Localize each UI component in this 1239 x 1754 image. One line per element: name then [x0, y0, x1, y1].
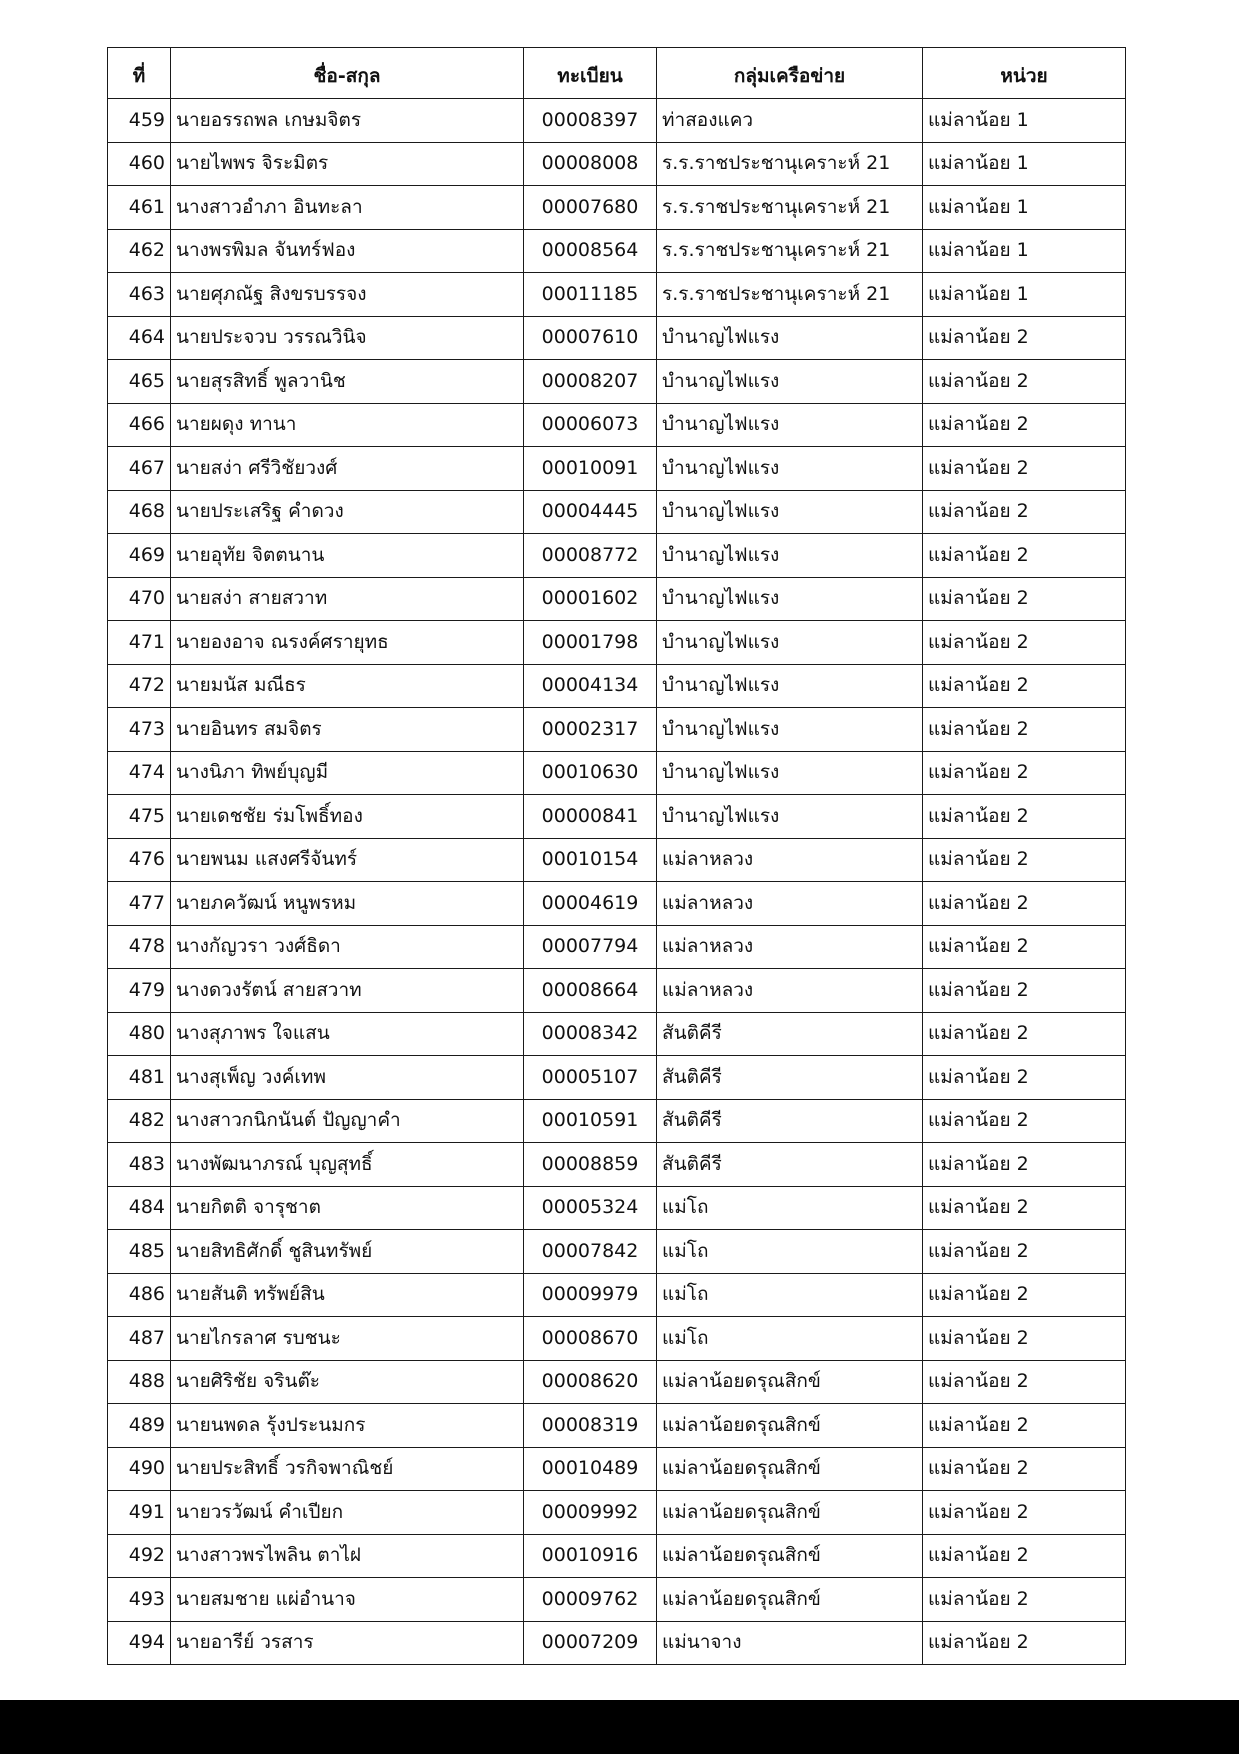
cell-no: 491	[108, 1491, 171, 1535]
cell-name: นายวรวัฒน์ คำเปียก	[171, 1491, 524, 1535]
cell-network-group: แม่ลาน้อยดรุณสิกข์	[657, 1360, 923, 1404]
table-row	[108, 490, 1126, 534]
table-row	[108, 664, 1126, 708]
cell-registration: 00005324	[524, 1186, 657, 1230]
header-unit: หน่วย	[923, 48, 1126, 99]
table-row	[108, 1491, 1126, 1535]
cell-name: นายไพพร จิระมิตร	[171, 142, 524, 186]
cell-unit: แม่ลาน้อย 2	[923, 316, 1126, 360]
cell-network-group: แม่ลาน้อยดรุณสิกข์	[657, 1447, 923, 1491]
cell-network-group: ร.ร.ราชประชานุเคราะห์ 21	[657, 273, 923, 317]
table-row	[108, 142, 1126, 186]
table-row	[108, 1317, 1126, 1361]
table-row	[108, 1230, 1126, 1274]
cell-name: นายพนม แสงศรีจันทร์	[171, 838, 524, 882]
table-row	[108, 229, 1126, 273]
table-row	[108, 186, 1126, 230]
cell-no: 460	[108, 142, 171, 186]
cell-unit: แม่ลาน้อย 2	[923, 1186, 1126, 1230]
member-table	[107, 47, 1126, 1665]
cell-no: 485	[108, 1230, 171, 1274]
cell-network-group: ร.ร.ราชประชานุเคราะห์ 21	[657, 142, 923, 186]
cell-unit: แม่ลาน้อย 2	[923, 490, 1126, 534]
cell-registration: 00006073	[524, 403, 657, 447]
cell-name: นายผดุง ทานา	[171, 403, 524, 447]
table-row	[108, 273, 1126, 317]
cell-registration: 00008564	[524, 229, 657, 273]
cell-network-group: แม่นาจาง	[657, 1621, 923, 1665]
table-row	[108, 708, 1126, 752]
cell-registration: 00001798	[524, 621, 657, 665]
table-row	[108, 1447, 1126, 1491]
cell-unit: แม่ลาน้อย 2	[923, 1578, 1126, 1622]
cell-registration: 00002317	[524, 708, 657, 752]
cell-registration: 00010489	[524, 1447, 657, 1491]
cell-name: นายองอาจ ณรงค์ศรายุทธ	[171, 621, 524, 665]
cell-name: นางพรพิมล จันทร์ฟอง	[171, 229, 524, 273]
cell-no: 483	[108, 1143, 171, 1187]
table-row	[108, 1578, 1126, 1622]
cell-unit: แม่ลาน้อย 2	[923, 1534, 1126, 1578]
cell-no: 494	[108, 1621, 171, 1665]
cell-name: นางสาวพรไพลิน ตาไฝ	[171, 1534, 524, 1578]
table-row	[108, 577, 1126, 621]
cell-name: นางสุเพ็ญ วงค์เทพ	[171, 1056, 524, 1100]
cell-no: 469	[108, 534, 171, 578]
cell-name: นายสมชาย แผ่อำนาจ	[171, 1578, 524, 1622]
cell-registration: 00010916	[524, 1534, 657, 1578]
cell-unit: แม่ลาน้อย 2	[923, 1621, 1126, 1665]
table-row	[108, 447, 1126, 491]
cell-network-group: บำนาญไฟแรง	[657, 751, 923, 795]
header-network-group: กลุ่มเครือข่าย	[657, 48, 923, 99]
cell-no: 474	[108, 751, 171, 795]
cell-unit: แม่ลาน้อย 2	[923, 925, 1126, 969]
cell-network-group: ท่าสองแคว	[657, 99, 923, 143]
cell-unit: แม่ลาน้อย 1	[923, 186, 1126, 230]
cell-no: 478	[108, 925, 171, 969]
cell-no: 489	[108, 1404, 171, 1448]
cell-no: 480	[108, 1012, 171, 1056]
cell-network-group: บำนาญไฟแรง	[657, 447, 923, 491]
cell-unit: แม่ลาน้อย 2	[923, 360, 1126, 404]
cell-name: นายประจวบ วรรณวินิจ	[171, 316, 524, 360]
cell-no: 476	[108, 838, 171, 882]
cell-network-group: บำนาญไฟแรง	[657, 664, 923, 708]
table-row	[108, 360, 1126, 404]
cell-no: 488	[108, 1360, 171, 1404]
table-row	[108, 1404, 1126, 1448]
cell-unit: แม่ลาน้อย 2	[923, 577, 1126, 621]
cell-network-group: แม่ลาน้อยดรุณสิกข์	[657, 1491, 923, 1535]
cell-no: 466	[108, 403, 171, 447]
cell-unit: แม่ลาน้อย 1	[923, 142, 1126, 186]
cell-network-group: สันติคีรี	[657, 1056, 923, 1100]
table-row	[108, 1143, 1126, 1187]
cell-network-group: บำนาญไฟแรง	[657, 316, 923, 360]
table-row	[108, 838, 1126, 882]
table-header	[108, 48, 1126, 99]
cell-name: นายสุรสิทธิ์ พูลวานิช	[171, 360, 524, 404]
cell-no: 473	[108, 708, 171, 752]
cell-network-group: แม่ลาหลวง	[657, 838, 923, 882]
cell-registration: 00010630	[524, 751, 657, 795]
cell-registration: 00008342	[524, 1012, 657, 1056]
table-row	[108, 99, 1126, 143]
cell-unit: แม่ลาน้อย 2	[923, 1012, 1126, 1056]
cell-name: นางสาวกนิกนันต์ ปัญญาคำ	[171, 1099, 524, 1143]
cell-no: 472	[108, 664, 171, 708]
cell-network-group: แม่โถ	[657, 1273, 923, 1317]
cell-network-group: สันติคีรี	[657, 1099, 923, 1143]
cell-unit: แม่ลาน้อย 2	[923, 1491, 1126, 1535]
cell-registration: 00008772	[524, 534, 657, 578]
cell-network-group: แม่ลาหลวง	[657, 925, 923, 969]
cell-unit: แม่ลาน้อย 2	[923, 447, 1126, 491]
cell-registration: 00008008	[524, 142, 657, 186]
cell-no: 493	[108, 1578, 171, 1622]
table-row	[108, 403, 1126, 447]
cell-name: นางนิภา ทิพย์บุญมี	[171, 751, 524, 795]
cell-name: นายภควัฒน์ หนูพรหม	[171, 882, 524, 926]
cell-unit: แม่ลาน้อย 2	[923, 1273, 1126, 1317]
table-row	[108, 1534, 1126, 1578]
cell-name: นางสาวอำภา อินทะลา	[171, 186, 524, 230]
table-row	[108, 1186, 1126, 1230]
cell-registration: 00009979	[524, 1273, 657, 1317]
cell-network-group: แม่โถ	[657, 1317, 923, 1361]
table-row	[108, 1360, 1126, 1404]
header-name: ชื่อ-สกุล	[171, 48, 524, 99]
cell-unit: แม่ลาน้อย 2	[923, 1143, 1126, 1187]
cell-unit: แม่ลาน้อย 2	[923, 1360, 1126, 1404]
cell-unit: แม่ลาน้อย 2	[923, 708, 1126, 752]
cell-network-group: แม่ลาหลวง	[657, 882, 923, 926]
cell-unit: แม่ลาน้อย 2	[923, 1404, 1126, 1448]
cell-no: 459	[108, 99, 171, 143]
table-row	[108, 534, 1126, 578]
cell-no: 463	[108, 273, 171, 317]
table-row	[108, 1099, 1126, 1143]
table-row	[108, 316, 1126, 360]
cell-unit: แม่ลาน้อย 2	[923, 969, 1126, 1013]
cell-unit: แม่ลาน้อย 2	[923, 1056, 1126, 1100]
cell-network-group: สันติคีรี	[657, 1143, 923, 1187]
header-no: ที่	[108, 48, 171, 99]
table-row	[108, 882, 1126, 926]
cell-unit: แม่ลาน้อย 2	[923, 534, 1126, 578]
cell-no: 461	[108, 186, 171, 230]
cell-network-group: แม่โถ	[657, 1230, 923, 1274]
cell-no: 492	[108, 1534, 171, 1578]
cell-registration: 00005107	[524, 1056, 657, 1100]
table-row	[108, 751, 1126, 795]
cell-no: 482	[108, 1099, 171, 1143]
cell-no: 484	[108, 1186, 171, 1230]
cell-network-group: แม่โถ	[657, 1186, 923, 1230]
cell-registration: 00008207	[524, 360, 657, 404]
table-row	[108, 1056, 1126, 1100]
cell-registration: 00010091	[524, 447, 657, 491]
cell-registration: 00007794	[524, 925, 657, 969]
cell-network-group: บำนาญไฟแรง	[657, 795, 923, 839]
cell-name: นายกิตติ จารุชาต	[171, 1186, 524, 1230]
cell-name: นายประเสริฐ คำดวง	[171, 490, 524, 534]
cell-no: 471	[108, 621, 171, 665]
cell-name: นายอุทัย จิตตนาน	[171, 534, 524, 578]
cell-registration: 00008397	[524, 99, 657, 143]
header-registration: ทะเบียน	[524, 48, 657, 99]
cell-unit: แม่ลาน้อย 2	[923, 1317, 1126, 1361]
cell-registration: 00008319	[524, 1404, 657, 1448]
cell-no: 465	[108, 360, 171, 404]
cell-network-group: บำนาญไฟแรง	[657, 490, 923, 534]
cell-registration: 00007209	[524, 1621, 657, 1665]
cell-registration: 00007680	[524, 186, 657, 230]
cell-registration: 00000841	[524, 795, 657, 839]
cell-network-group: แม่ลาน้อยดรุณสิกข์	[657, 1578, 923, 1622]
cell-unit: แม่ลาน้อย 1	[923, 273, 1126, 317]
cell-registration: 00008620	[524, 1360, 657, 1404]
cell-network-group: แม่ลาน้อยดรุณสิกข์	[657, 1404, 923, 1448]
cell-no: 490	[108, 1447, 171, 1491]
cell-no: 468	[108, 490, 171, 534]
cell-network-group: บำนาญไฟแรง	[657, 621, 923, 665]
cell-unit: แม่ลาน้อย 2	[923, 838, 1126, 882]
cell-no: 486	[108, 1273, 171, 1317]
cell-name: นายนพดล รุ้งประนมกร	[171, 1404, 524, 1448]
cell-name: นายประสิทธิ์ วรกิจพาณิชย์	[171, 1447, 524, 1491]
cell-name: นายมนัส มณีธร	[171, 664, 524, 708]
cell-network-group: บำนาญไฟแรง	[657, 708, 923, 752]
cell-no: 470	[108, 577, 171, 621]
cell-registration: 00001602	[524, 577, 657, 621]
cell-network-group: บำนาญไฟแรง	[657, 577, 923, 621]
cell-name: นางพัฒนาภรณ์ บุญสุทธิ์	[171, 1143, 524, 1187]
cell-name: นางกัญวรา วงศ์ธิดา	[171, 925, 524, 969]
cell-registration: 00009762	[524, 1578, 657, 1622]
table-row	[108, 621, 1126, 665]
cell-name: นายอินทร สมจิตร	[171, 708, 524, 752]
cell-unit: แม่ลาน้อย 2	[923, 795, 1126, 839]
table-row	[108, 795, 1126, 839]
cell-registration: 00009992	[524, 1491, 657, 1535]
cell-name: นายเดชชัย ร่มโพธิ์ทอง	[171, 795, 524, 839]
cell-network-group: สันติคีรี	[657, 1012, 923, 1056]
cell-registration: 00010154	[524, 838, 657, 882]
cell-no: 479	[108, 969, 171, 1013]
cell-registration: 00004134	[524, 664, 657, 708]
cell-unit: แม่ลาน้อย 1	[923, 229, 1126, 273]
cell-no: 477	[108, 882, 171, 926]
cell-registration: 00007842	[524, 1230, 657, 1274]
cell-no: 475	[108, 795, 171, 839]
cell-network-group: แม่ลาน้อยดรุณสิกข์	[657, 1534, 923, 1578]
table-row	[108, 1621, 1126, 1665]
cell-name: นายสง่า ศรีวิชัยวงศ์	[171, 447, 524, 491]
table-row	[108, 925, 1126, 969]
table-body	[108, 99, 1126, 1665]
cell-unit: แม่ลาน้อย 2	[923, 1447, 1126, 1491]
cell-name: นางดวงรัตน์ สายสวาท	[171, 969, 524, 1013]
cell-unit: แม่ลาน้อย 2	[923, 1099, 1126, 1143]
cell-no: 487	[108, 1317, 171, 1361]
cell-no: 467	[108, 447, 171, 491]
cell-network-group: บำนาญไฟแรง	[657, 360, 923, 404]
header-row	[108, 48, 1126, 99]
cell-unit: แม่ลาน้อย 2	[923, 664, 1126, 708]
cell-unit: แม่ลาน้อย 2	[923, 882, 1126, 926]
table-row	[108, 969, 1126, 1013]
cell-registration: 00008859	[524, 1143, 657, 1187]
cell-unit: แม่ลาน้อย 2	[923, 403, 1126, 447]
cell-no: 462	[108, 229, 171, 273]
cell-network-group: บำนาญไฟแรง	[657, 403, 923, 447]
table-row	[108, 1012, 1126, 1056]
cell-no: 481	[108, 1056, 171, 1100]
cell-registration: 00011185	[524, 273, 657, 317]
cell-name: นายศิริชัย จรินต๊ะ	[171, 1360, 524, 1404]
cell-registration: 00004619	[524, 882, 657, 926]
cell-name: นายไกรลาศ รบชนะ	[171, 1317, 524, 1361]
cell-registration: 00004445	[524, 490, 657, 534]
cell-network-group: ร.ร.ราชประชานุเคราะห์ 21	[657, 186, 923, 230]
cell-registration: 00008664	[524, 969, 657, 1013]
cell-network-group: ร.ร.ราชประชานุเคราะห์ 21	[657, 229, 923, 273]
cell-name: นายสันติ ทรัพย์สิน	[171, 1273, 524, 1317]
cell-no: 464	[108, 316, 171, 360]
cell-unit: แม่ลาน้อย 2	[923, 621, 1126, 665]
cell-unit: แม่ลาน้อย 2	[923, 751, 1126, 795]
table-row	[108, 1273, 1126, 1317]
cell-name: นายอรรถพล เกษมจิตร	[171, 99, 524, 143]
cell-unit: แม่ลาน้อย 2	[923, 1230, 1126, 1274]
cell-network-group: บำนาญไฟแรง	[657, 534, 923, 578]
cell-name: นายศุภณัฐ สิงขรบรรจง	[171, 273, 524, 317]
cell-name: นายสิทธิศักดิ์ ชูสินทรัพย์	[171, 1230, 524, 1274]
cell-name: นางสุภาพร ใจแสน	[171, 1012, 524, 1056]
cell-registration: 00010591	[524, 1099, 657, 1143]
cell-network-group: แม่ลาหลวง	[657, 969, 923, 1013]
cell-registration: 00008670	[524, 1317, 657, 1361]
cell-unit: แม่ลาน้อย 1	[923, 99, 1126, 143]
cell-name: นายสง่า สายสวาท	[171, 577, 524, 621]
scan-bottom-border	[0, 1700, 1239, 1754]
cell-name: นายอารีย์ วรสาร	[171, 1621, 524, 1665]
cell-registration: 00007610	[524, 316, 657, 360]
